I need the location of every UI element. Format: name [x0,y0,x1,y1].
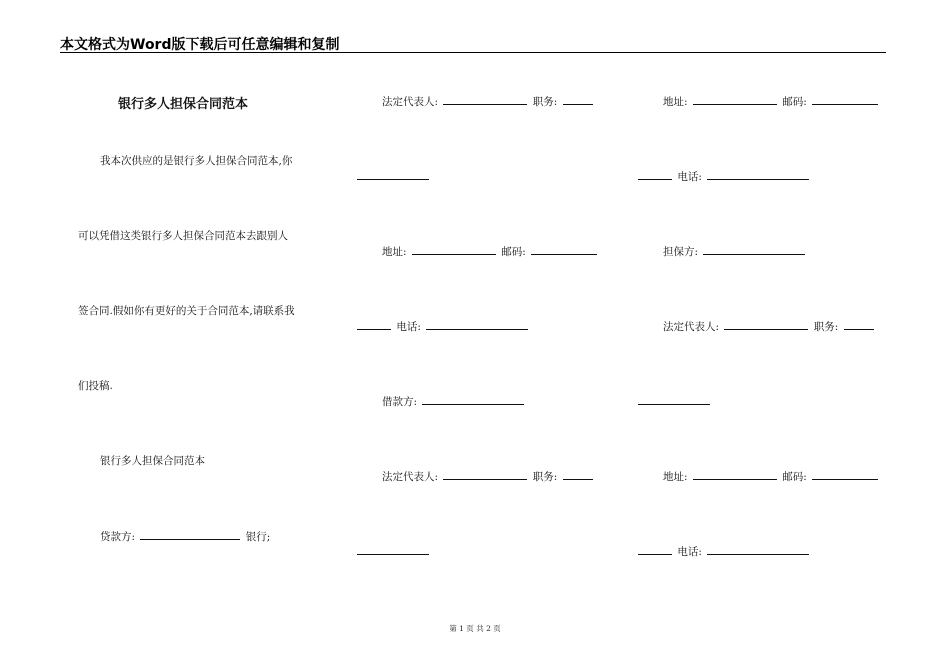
address-row-2 [663,95,880,108]
postcode-label: 邮码: [501,246,526,258]
position-label: 职务: [813,321,839,333]
legal-rep-row-1 [382,95,595,108]
continuation-blank[interactable] [638,404,710,405]
intro-line-1: 我本次供应的是银行多人担保合同范本,你 [100,155,293,167]
position-blank[interactable] [563,95,593,105]
address-blank[interactable] [412,245,496,255]
phone-blank[interactable] [707,545,809,555]
phone-row-2 [638,170,811,183]
postcode-blank[interactable] [812,95,878,105]
postcode-blank[interactable] [531,245,597,255]
position-blank[interactable] [844,320,874,330]
header-rule [60,52,886,53]
position-label: 职务: [532,96,558,108]
intro-line-2: 可以凭借这类银行多人担保合同范本去跟别人 [78,230,288,242]
address-label: 地址: [663,96,688,108]
guarantor-row [663,245,807,258]
phone-prefix-blank[interactable] [357,320,391,330]
address-row-1 [382,245,599,258]
phone-row-1 [357,320,530,333]
borrower-label: 借款方: [382,396,418,408]
continuation-blank[interactable] [357,554,429,555]
postcode-blank[interactable] [812,470,878,480]
address-label: 地址: [663,471,688,483]
address-row-3 [663,470,880,483]
intro-line-3: 签合同.假如你有更好的关于合同范本,请联系我 [78,305,295,317]
lender-row [100,530,270,543]
postcode-label: 邮码: [782,96,807,108]
phone-label: 电话: [677,546,702,558]
phone-row-3 [638,545,811,558]
guarantor-label: 担保方: [663,246,699,258]
phone-label: 电话: [677,171,702,183]
document-header: 本文格式为Word版下载后可任意编辑和复制 [60,37,340,53]
page-footer: 第 1 页 共 2 页 [449,624,501,633]
doc-title: 银行多人担保合同范本 [118,97,249,112]
phone-prefix-blank[interactable] [638,170,672,180]
phone-label: 电话: [396,321,421,333]
lender-label: 贷款方: [100,531,136,543]
legal-rep-label: 法定代表人: [382,471,439,483]
position-label: 职务: [532,471,558,483]
phone-prefix-blank[interactable] [638,545,672,555]
legal-rep-label: 法定代表人: [382,96,439,108]
legal-rep-row-3 [663,320,876,333]
intro-line-4: 们投稿. [78,380,113,392]
borrower-blank[interactable] [422,395,524,405]
legal-rep-label: 法定代表人: [663,321,720,333]
legal-rep-blank[interactable] [443,470,527,480]
legal-rep-row-2 [382,470,595,483]
continuation-blank[interactable] [357,179,429,180]
position-blank[interactable] [563,470,593,480]
lender-blank[interactable] [140,530,240,540]
phone-blank[interactable] [707,170,809,180]
phone-blank[interactable] [426,320,528,330]
guarantor-blank[interactable] [703,245,805,255]
address-blank[interactable] [693,470,777,480]
bank-suffix: 银行; [245,531,271,543]
address-blank[interactable] [693,95,777,105]
legal-rep-blank[interactable] [724,320,808,330]
postcode-label: 邮码: [782,471,807,483]
legal-rep-blank[interactable] [443,95,527,105]
address-label: 地址: [382,246,407,258]
subtitle: 银行多人担保合同范本 [100,455,205,467]
borrower-row [382,395,526,408]
